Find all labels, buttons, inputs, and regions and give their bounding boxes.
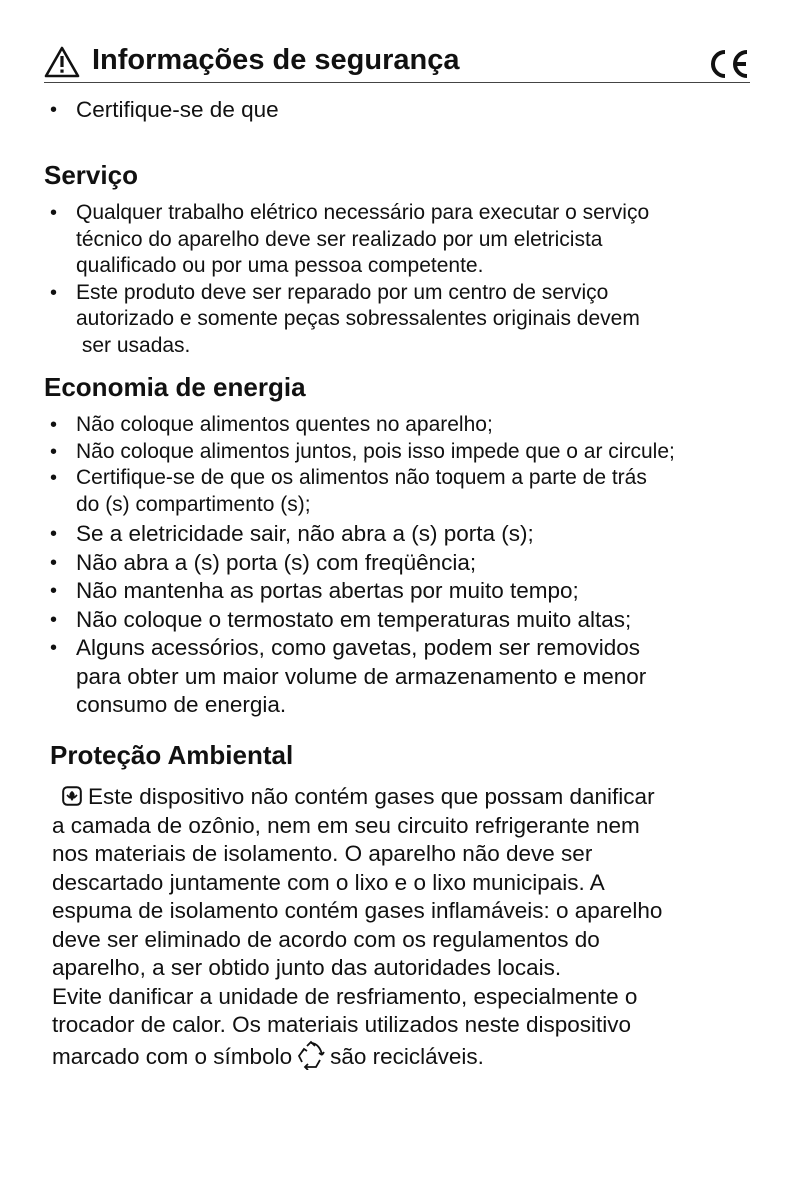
servico-list (44, 200, 649, 359)
page-title: Informações de segurança (92, 44, 460, 76)
ce-mark-icon (707, 48, 751, 80)
recycle-icon (296, 1040, 326, 1070)
economia-list-small (44, 412, 675, 518)
list-item: • Não abra a (s) porta (s) com freqüência; (44, 549, 646, 578)
economia-list-large (44, 520, 646, 720)
list-item: • Se a eletricidade sair, não abra a (s) porta (s); (44, 520, 646, 549)
ozone-safe-icon (62, 786, 82, 806)
section-heading-ambiental: Proteção Ambiental (50, 740, 294, 770)
ambiental-paragraph: Este dispositivo não contém gases que possam danificar a camada de ozônio, nem em seu circuito refrigerante nem nos materiais de isolamento. O aparelho não deve ser descartado juntamente com o lixo e o lixo municipais. A espuma de isolamento contém gases inflamáveis: o aparelho deve ser eliminado de acordo com os regulamentos do aparelho, a ser obtido junto das autoridades locais. Evite danificar a unidade de resfriamento, especialmente o trocador de calor. Os materiais utilizados neste dispositivo marcado com o símbolo são recicláveis. (52, 784, 663, 1069)
list-item: • Certifique-se de que (44, 96, 279, 125)
list-item: • Não coloque o termostato em temperaturas muito altas; (44, 606, 646, 635)
list-item: • Este produto deve ser reparado por um centro de serviço autorizado e somente peças sobressalentes originais devem ser usadas. (44, 280, 649, 360)
list-item: • Não mantenha as portas abertas por muito tempo; (44, 577, 646, 606)
list-item: • Alguns acessórios, como gavetas, podem ser removidos para obter um maior volume de armazenamento e menor consumo de energia. (44, 634, 646, 720)
list-item: • Não coloque alimentos quentes no aparelho; (44, 412, 675, 439)
section-heading-servico: Serviço (44, 160, 138, 190)
list-item: • Não coloque alimentos juntos, pois isso impede que o ar circule; (44, 439, 675, 466)
list-item: • Qualquer trabalho elétrico necessário para executar o serviço técnico do aparelho deve ser realizado por um eletricista qualificado ou por uma pessoa competente. (44, 200, 649, 280)
section-heading-economia: Economia de energia (44, 372, 306, 402)
header-divider (44, 82, 750, 83)
list-item: • Certifique-se de que os alimentos não toquem a parte de trás do (s) compartimento (s); (44, 465, 675, 518)
intro-list (44, 96, 279, 125)
warning-triangle-icon (44, 46, 80, 78)
